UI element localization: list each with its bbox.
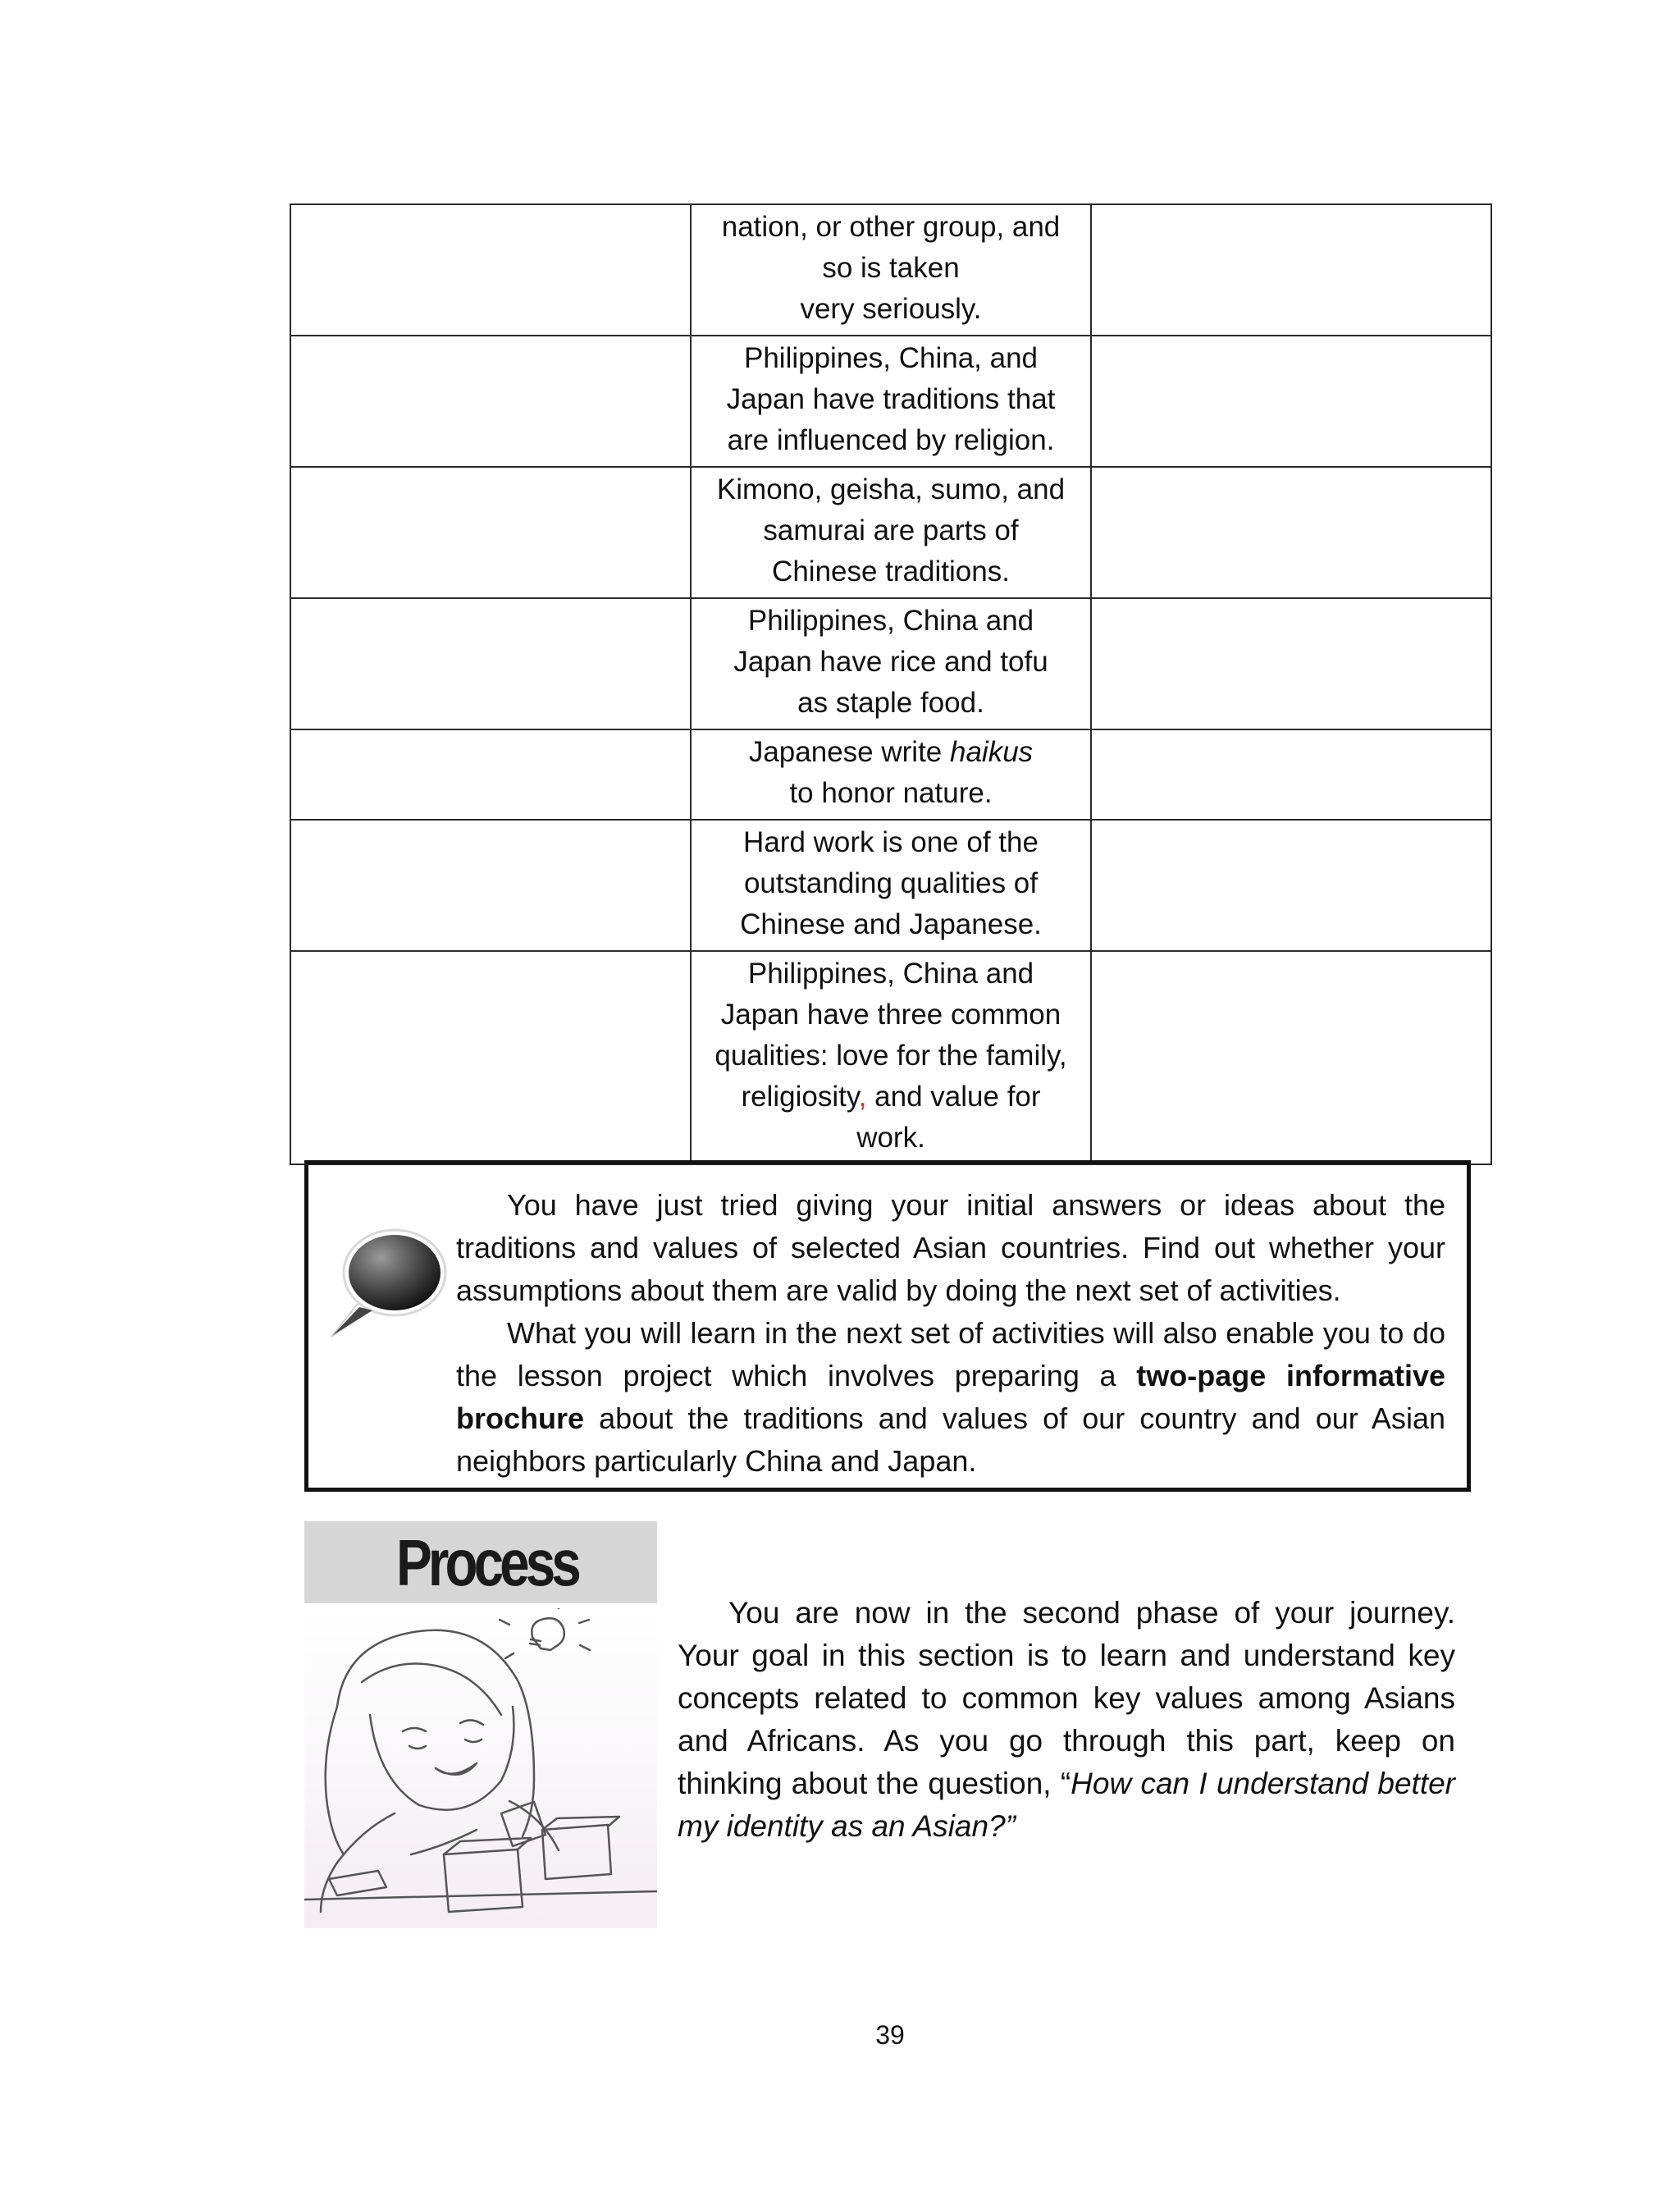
answer-cell[interactable]: [1091, 467, 1491, 598]
process-paragraph: [678, 1592, 1455, 1848]
girl-with-lightbulb-illustration: [304, 1608, 657, 1928]
statement-line: Japan have traditions that: [726, 383, 1056, 415]
answer-cell[interactable]: [290, 336, 691, 467]
statement-cell: [691, 729, 1091, 820]
statement-line: Philippines, China and: [747, 605, 1034, 637]
statement-line: samurai are parts of: [763, 514, 1019, 546]
answer-cell[interactable]: [290, 729, 691, 820]
process-header: [304, 1521, 657, 1603]
answer-cell[interactable]: [290, 820, 691, 951]
table-row: [290, 598, 1491, 729]
page-number: 39: [875, 2020, 905, 2050]
callout-text: [456, 1184, 1445, 1483]
statement-cell: [691, 598, 1091, 729]
statement-line: outstanding qualities of: [743, 867, 1039, 899]
callout-paragraph: You have just tried giving your initial answers or ideas about the traditions and values of selected Asian countries. Find out whether your assumptions about them are valid by doing the next set of activities.: [456, 1188, 1445, 1307]
callout-box: [304, 1160, 1471, 1492]
statement-line: Philippines, China, and: [743, 342, 1038, 374]
statement-line: qualities: love for the family,: [714, 1040, 1067, 1072]
statement-line: very seriously.: [800, 293, 982, 325]
statement-cell: [691, 467, 1091, 598]
brochure-emphasis: two-page informative brochure: [456, 1359, 1445, 1435]
guiding-question: How can I understand better my identity as an Asian?”: [678, 1767, 1455, 1843]
statements-table: [290, 203, 1492, 1165]
statement-text: and value for: [866, 1081, 1041, 1113]
speech-bubble-icon: [325, 1222, 448, 1345]
statement-line: as staple food.: [797, 687, 984, 719]
statement-line: so is taken: [822, 252, 960, 284]
statement-line: Japan have three common: [720, 999, 1061, 1031]
red-comma: ,: [858, 1081, 867, 1113]
statement-line: [700, 732, 1082, 773]
table-row: [290, 336, 1491, 467]
answer-cell[interactable]: [290, 467, 691, 598]
statement-line: are influenced by religion.: [727, 424, 1055, 456]
process-title: Process: [396, 1526, 578, 1599]
answer-cell[interactable]: [290, 598, 691, 729]
statement-line: Chinese traditions.: [772, 556, 1010, 588]
process-text-part: You are now in the second phase of your journey. Your goal in this section is to learn and understand key concepts related to common key values among Asians and Africans. As you go through this part, keep on thinking about the question, “: [678, 1596, 1455, 1800]
statement-text: Japanese write: [748, 736, 950, 768]
process-text: [678, 1592, 1455, 1848]
answer-cell[interactable]: [1091, 951, 1491, 1164]
answer-cell[interactable]: [1091, 336, 1491, 467]
statement-line: Philippines, China and: [747, 958, 1034, 990]
callout-text-part: What you will learn in the next set of activities will also enable you to do the lesson project which involves preparing a: [456, 1316, 1445, 1392]
statement-text: religiosity: [741, 1081, 859, 1113]
statement-cell: [691, 951, 1091, 1164]
callout-paragraph: [456, 1312, 1445, 1483]
statement-line: to honor nature.: [789, 777, 993, 809]
statement-line: Chinese and Japanese.: [740, 908, 1042, 940]
callout-text-part: about the traditions and values of our country and our Asian neighbors particularly China and Japan.: [456, 1401, 1445, 1478]
statement-line: [700, 1077, 1082, 1118]
table-row: [290, 820, 1491, 951]
statement-line: Japan have rice and tofu: [733, 646, 1048, 678]
table-row: [290, 729, 1491, 820]
statement-line: work.: [856, 1122, 925, 1154]
answer-cell[interactable]: [290, 204, 691, 336]
statement-line: nation, or other group, and: [721, 211, 1061, 243]
statement-cell: [691, 204, 1091, 336]
answer-cell[interactable]: [1091, 204, 1491, 336]
haikus-term: haikus: [949, 736, 1034, 768]
statement-cell: [691, 336, 1091, 467]
table-row: [290, 204, 1491, 336]
statement-line: Kimono, geisha, sumo, and: [716, 473, 1066, 505]
answer-cell[interactable]: [1091, 820, 1491, 951]
table-row: [290, 951, 1491, 1164]
table-row: [290, 467, 1491, 598]
answer-cell[interactable]: [290, 951, 691, 1164]
answer-cell[interactable]: [1091, 729, 1491, 820]
statement-line: Hard work is one of the: [743, 826, 1039, 858]
answer-cell[interactable]: [1091, 598, 1491, 729]
statement-cell: [691, 820, 1091, 951]
